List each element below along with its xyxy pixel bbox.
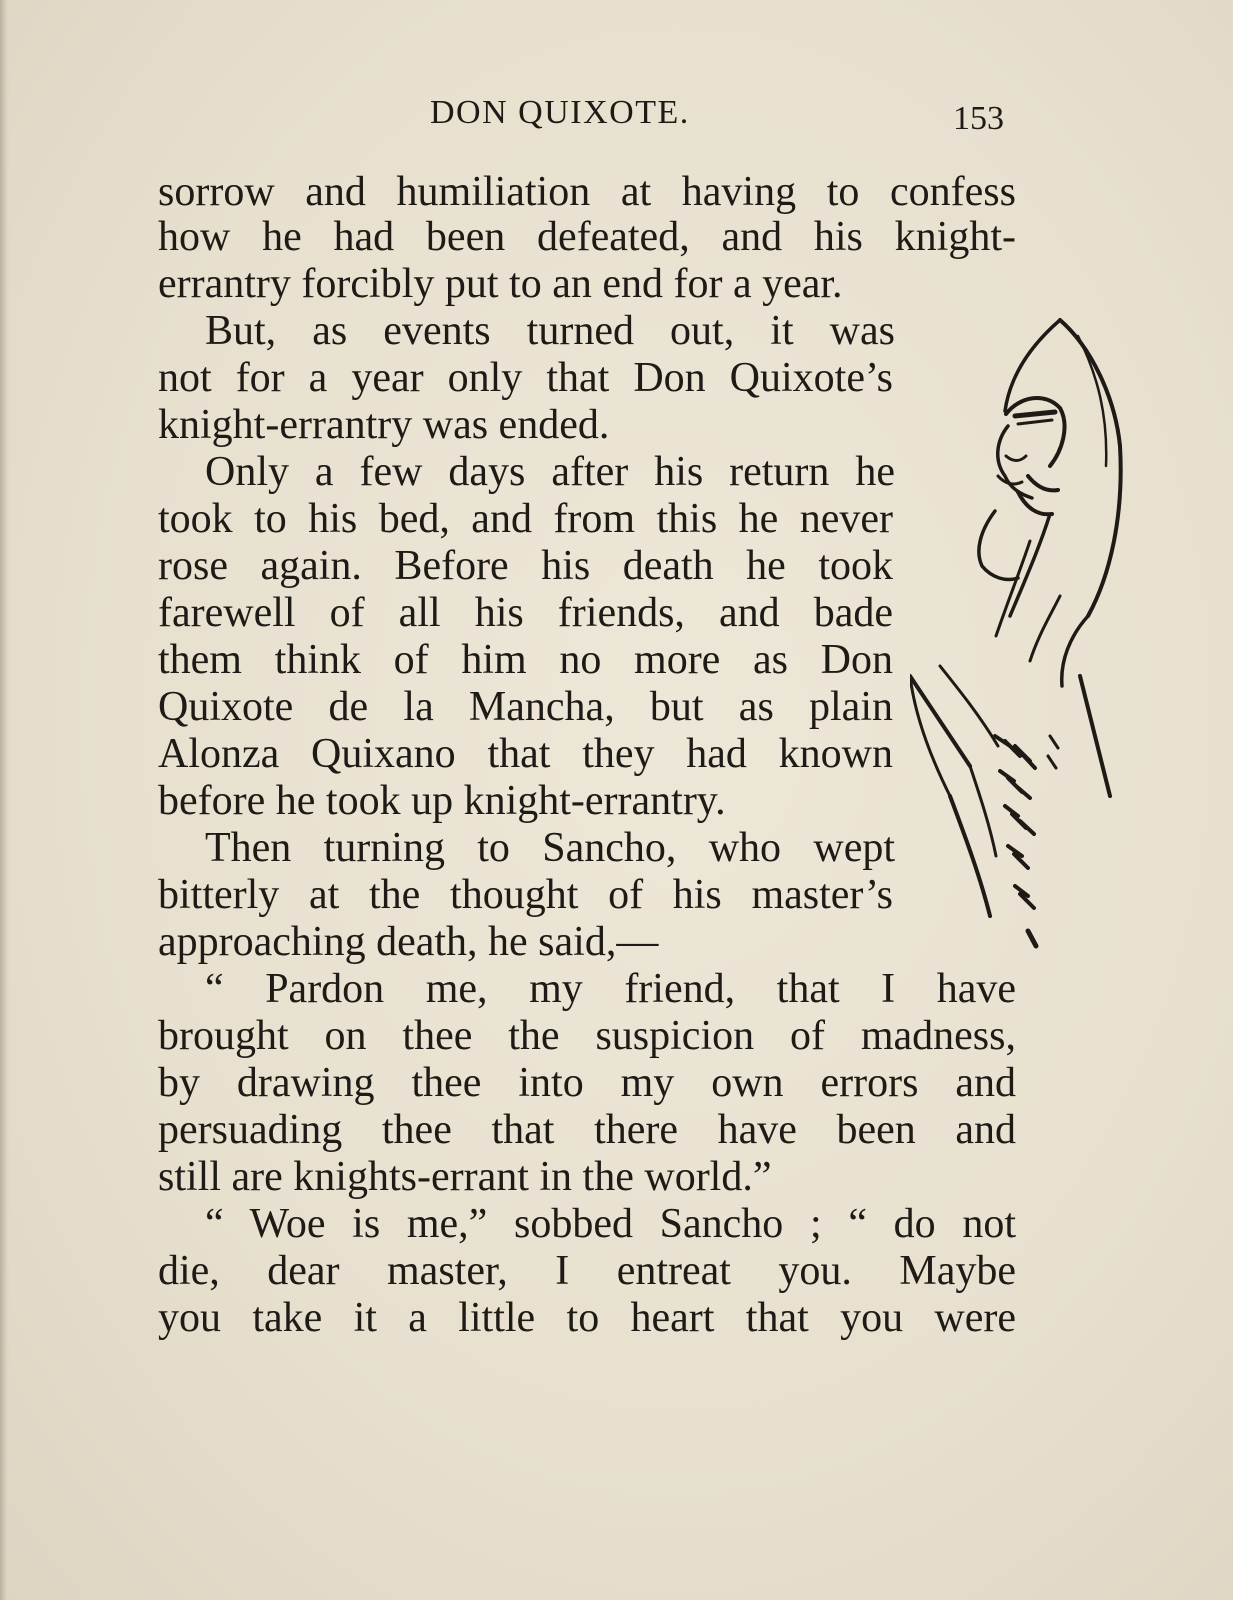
body-line: rose again. Before his death he took: [158, 543, 893, 589]
body-line: approaching death, he said,—: [158, 919, 659, 965]
don-quixote-deathbed-illustration: [910, 316, 1135, 976]
page-number: 153: [953, 100, 1004, 137]
body-line: “ Woe is me,” sobbed Sancho ; “ do not: [205, 1201, 1016, 1247]
body-line: them think of him no more as Don: [158, 637, 893, 683]
page-gutter-edge: [0, 0, 10, 1600]
body-line: Quixote de la Mancha, but as plain: [158, 684, 893, 730]
body-line: knight-errantry was ended.: [158, 402, 610, 448]
body-line: how he had been defeated, and his knight-: [158, 214, 1016, 260]
body-line: before he took up knight-errantry.: [158, 778, 726, 824]
body-line: you take it a little to heart that you were: [158, 1295, 1016, 1341]
body-line: But, as events turned out, it was: [205, 308, 895, 354]
body-line: sorrow and humiliation at having to confess: [158, 169, 1016, 215]
body-line: by drawing thee into my own errors and: [158, 1060, 1016, 1106]
body-line: farewell of all his friends, and bade: [158, 590, 893, 636]
body-line: “ Pardon me, my friend, that I have: [205, 966, 1016, 1012]
body-line: Then turning to Sancho, who wept: [205, 825, 895, 871]
body-line: die, dear master, I entreat you. Maybe: [158, 1248, 1016, 1294]
body-line: brought on thee the suspicion of madness,: [158, 1013, 1016, 1059]
body-line: Only a few days after his return he: [205, 449, 895, 495]
body-line: persuading thee that there have been and: [158, 1107, 1016, 1153]
body-line: Alonza Quixano that they had known: [158, 731, 893, 777]
body-line: took to his bed, and from this he never: [158, 496, 893, 542]
running-title: DON QUIXOTE.: [430, 94, 690, 131]
body-line: bitterly at the thought of his master’s: [158, 872, 893, 918]
body-line: errantry forcibly put to an end for a year.: [158, 261, 843, 307]
body-line: not for a year only that Don Quixote’s: [158, 355, 893, 401]
body-line: still are knights-errant in the world.”: [158, 1154, 772, 1200]
